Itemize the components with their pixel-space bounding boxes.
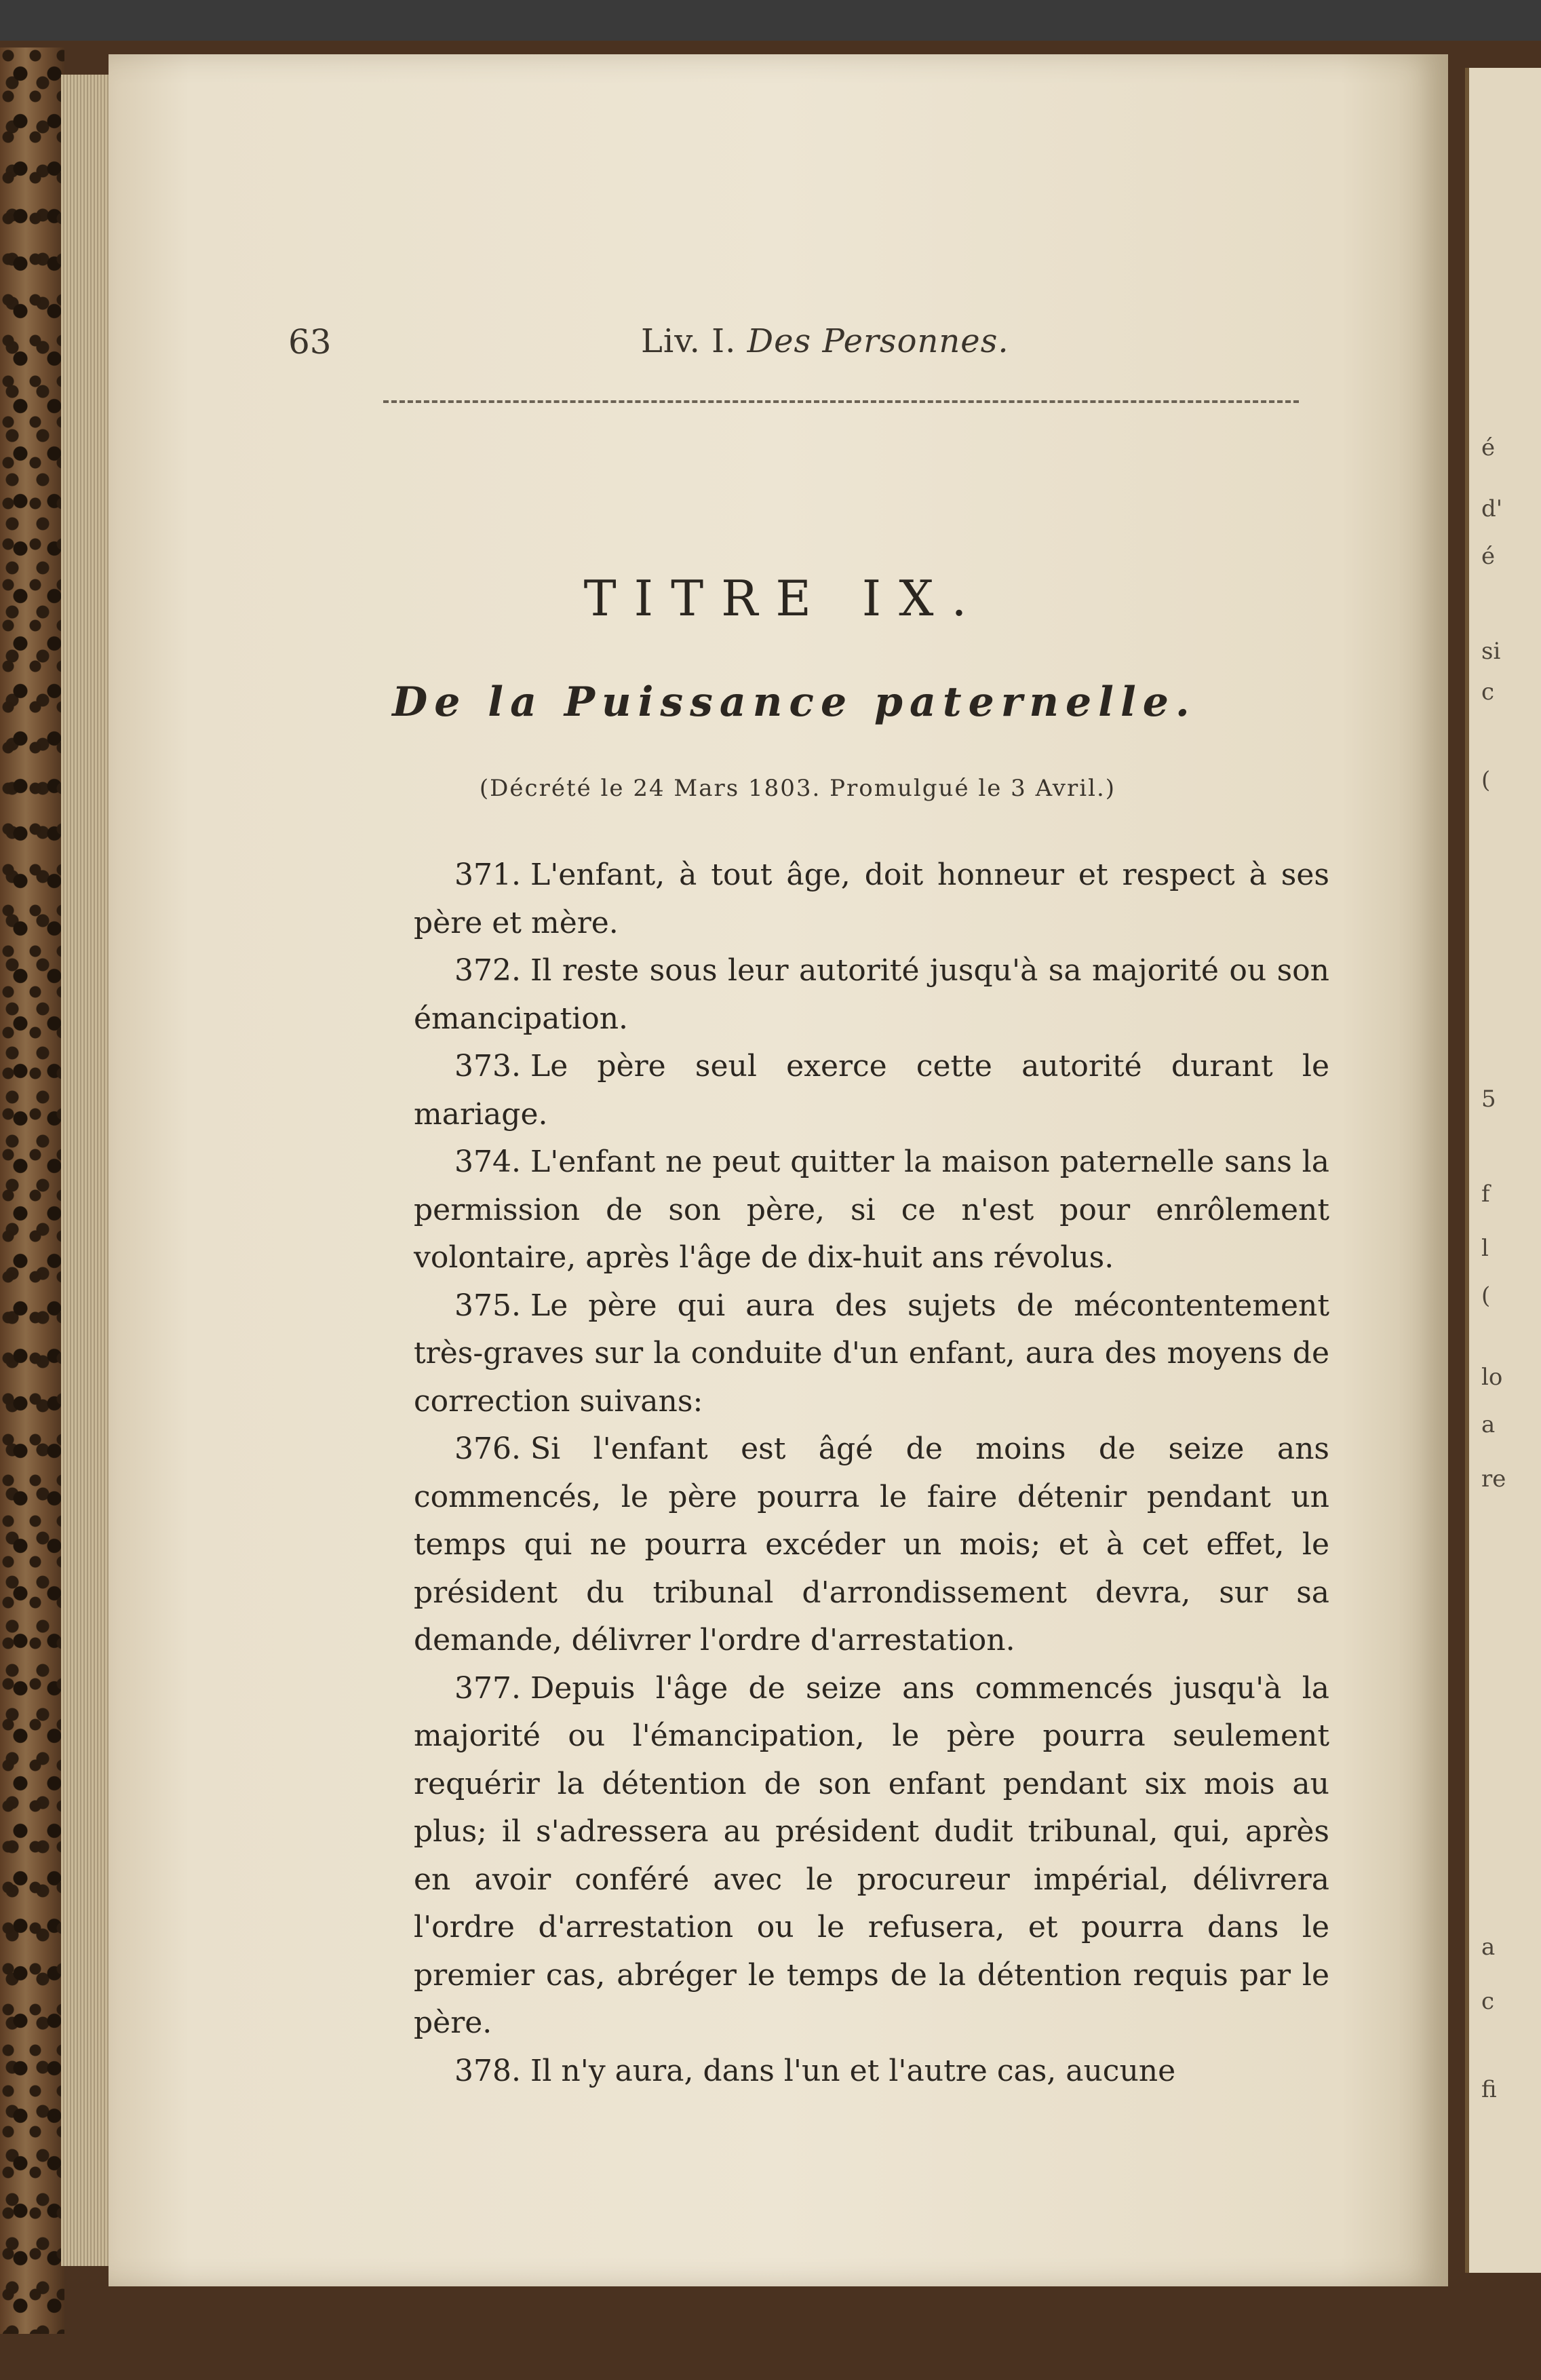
article-paragraph [414,1043,1329,1138]
running-head-title: Des Personnes. [747,322,1009,360]
article-number: 373. [454,1049,521,1083]
facing-page-fragment: re [1481,1465,1506,1493]
article-number: 371. [454,858,521,892]
facing-page-fragment: si [1481,638,1501,665]
article-paragraph [414,851,1329,947]
article-paragraph [414,1138,1329,1282]
facing-page-fragment: é [1481,434,1496,461]
article-text: Il n'y aura, dans l'un et l'autre cas, aucune [530,2053,1176,2088]
article-number: 378. [454,2053,521,2088]
decree-note: (Décrété le 24 Mars 1803. Promulgué le 3 Avril.) [479,775,1116,802]
facing-page-fragment: 5 [1481,1086,1496,1113]
article-paragraph [414,1425,1329,1665]
facing-page-fragment: d' [1481,495,1503,522]
facing-page-edge [1465,68,1541,2273]
articles-body [414,851,1329,2095]
chapter-subtitle: De la Puissance paternelle. [392,678,1196,726]
article-number: 375. [454,1288,521,1323]
article-text: Il reste sous leur autorité jusqu'à sa majorité ou son émancipation. [414,953,1329,1036]
facing-page-fragment: l [1481,1235,1489,1262]
facing-page-fragment: a [1481,1411,1496,1438]
marbled-cover-edge [0,47,64,2334]
article-paragraph [414,1282,1329,1426]
article-text: Le père seul exerce cette autorité durant le mariage. [414,1049,1329,1132]
facing-page-fragment: f [1481,1181,1490,1208]
running-head [641,322,1009,360]
article-number: 372. [454,953,521,988]
facing-page-fragment: c [1481,678,1495,706]
article-number: 376. [454,1432,521,1466]
article-text: L'enfant ne peut quitter la maison paternelle sans la permission de son père, si ce n'est pour enrôlement volontaire, après l'âge de dix-huit ans révolus. [414,1145,1329,1275]
article-text: Si l'enfant est âgé de moins de seize ans commencés, le père pourra le faire détenir pendant un temps qui ne pourra excéder un mois; et à cet effet, le président du tribunal d'arrondissement devra, sur sa demande, délivrer l'ordre d'arrestation. [414,1432,1329,1657]
article-text: Le père qui aura des sujets de mécontentement très-graves sur la conduite d'un enfant, aura des moyens de correction suivans: [414,1288,1329,1419]
facing-page-fragment: ( [1481,1282,1491,1309]
chapter-title: TITRE IX. [583,570,985,627]
article-number: 374. [454,1145,521,1179]
article-number: 377. [454,1670,521,1706]
article-paragraph [414,1665,1329,2048]
facing-page-fragment: a [1481,1934,1496,1961]
article-text: Depuis l'âge de seize ans commencés jusqu'à la majorité ou l'émancipation, le père pourra seulement requérir la détention de son enfant pendant six mois au plus; il s'adressera au président dudit tribunal, qui, après en avoir conféré avec le procureur impérial, délivrera l'ordre d'arrestation ou le refusera, et pourra dans le premier cas, abréger le temps de la détention requis par le père. [414,1670,1329,2040]
facing-page-fragment: lo [1481,1364,1503,1391]
facing-page-fragment: fi [1481,2076,1497,2103]
facing-page-fragment: ( [1481,767,1491,794]
running-head-book: Liv. I. [641,322,737,360]
header-rule [383,400,1299,403]
facing-page-fragment: c [1481,1988,1495,2015]
article-paragraph [414,947,1329,1043]
article-text: L'enfant, à tout âge, doit honneur et respect à ses père et mère. [414,858,1329,940]
facing-page-fragment: é [1481,543,1496,570]
page-number: 63 [288,322,332,362]
page-edges [61,75,115,2266]
article-paragraph [414,2048,1329,2096]
